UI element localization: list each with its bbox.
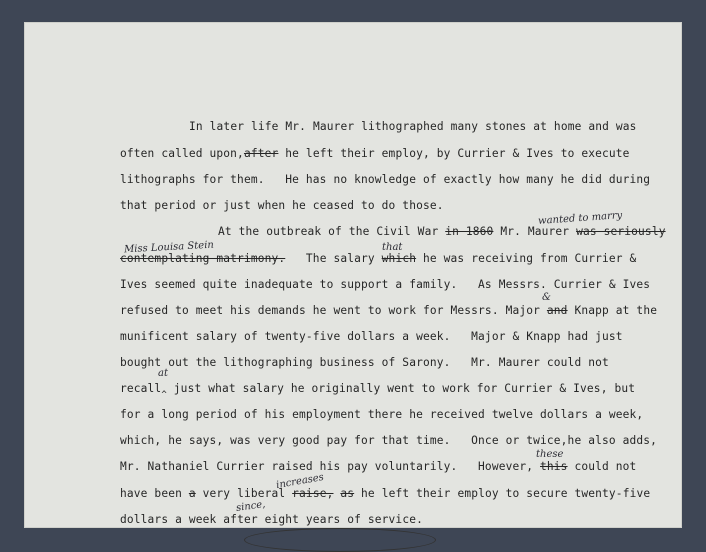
handwritten-note: that: [382, 242, 403, 253]
handwritten-note: wanted to marry: [537, 210, 623, 227]
handwritten-note: Miss Louisa Stein: [123, 239, 215, 256]
text-line: [120, 434, 657, 447]
handwritten-note: increases: [275, 471, 325, 492]
insertion-caret: ^: [161, 390, 167, 400]
text-line: [189, 120, 637, 133]
text-segment: Ives seemed quite inadequate to support a family. As Messrs. Currier & Ives: [120, 278, 651, 291]
text-line: [120, 330, 623, 343]
text-segment: Mr. Maurer: [493, 225, 577, 238]
handwritten-circle: [244, 528, 436, 552]
text-segment: At the outbreak of the Civil War: [218, 225, 446, 238]
handwritten-note: these: [536, 449, 564, 460]
text-line: [120, 173, 650, 186]
text-segment: he left their employ, by Currier & Ives to execute: [278, 147, 630, 160]
text-line: [120, 356, 609, 369]
text-segment: have been: [120, 487, 189, 500]
handwritten-note: at: [158, 368, 168, 379]
struck-text: as: [340, 487, 355, 500]
struck-text: after: [243, 147, 279, 160]
text-line: [120, 304, 657, 317]
text-segment: Mr. Nathaniel Currier raised his pay voluntarily. However,: [120, 460, 541, 473]
text-segment: munificent salary of twenty-five dollars a week. Major & Knapp had just: [120, 330, 623, 343]
text-segment: refused to meet his demands he went to work for Messrs. Major: [120, 304, 547, 317]
text-segment: that period or just when he ceased to do those.: [120, 199, 444, 212]
struck-text: which: [381, 252, 417, 265]
text-segment: after eight years of service.: [223, 513, 423, 526]
handwritten-note: since,: [235, 499, 267, 514]
text-segment: he left their employ to secure twenty-five: [354, 487, 651, 500]
text-line: [120, 408, 643, 421]
text-line: [120, 460, 636, 473]
text-segment: dollars a week: [120, 513, 224, 526]
text-segment: The salary: [285, 252, 382, 265]
text-line: [120, 199, 444, 212]
text-segment: very liberal: [195, 487, 293, 500]
text-segment: recall: [120, 382, 162, 395]
struck-text: contemplating matrimony.: [120, 252, 286, 265]
text-segment: for a long period of his employment there he received twelve dollars a week,: [120, 408, 644, 421]
struck-text: in 1860: [445, 225, 494, 238]
text-line: [120, 147, 630, 160]
text-line: [120, 487, 650, 500]
text-segment: Knapp at the: [567, 304, 658, 317]
struck-text: was seriously: [576, 225, 666, 238]
text-line: [120, 252, 636, 265]
text-segment: he was receiving from Currier &: [416, 252, 637, 265]
text-segment: lithographs for them. He has no knowledge of exactly how many he did during: [120, 173, 651, 186]
text-segment: bought out the lithographing business of Sarony. Mr. Maurer could not: [120, 356, 609, 369]
text-line: [120, 278, 650, 291]
text-segment: just what salary he originally went to work for Currier & Ives, but: [166, 382, 636, 395]
struck-text: this: [540, 460, 568, 473]
text-segment: In later life Mr. Maurer lithographed many stones at home and was: [189, 120, 637, 133]
handwritten-note: &: [542, 292, 551, 303]
text-line: [120, 382, 636, 400]
text-segment: could not: [567, 460, 637, 473]
text-line: [218, 225, 666, 238]
struck-text: a: [188, 487, 196, 500]
struck-text: and: [546, 304, 568, 317]
text-segment: which, he says, was very good pay for that time. Once or twice,he also adds,: [120, 434, 658, 447]
document-page: [24, 22, 682, 528]
text-segment: often called upon,: [120, 147, 244, 160]
struck-text: raise,: [292, 487, 334, 500]
text-line: [120, 513, 423, 526]
